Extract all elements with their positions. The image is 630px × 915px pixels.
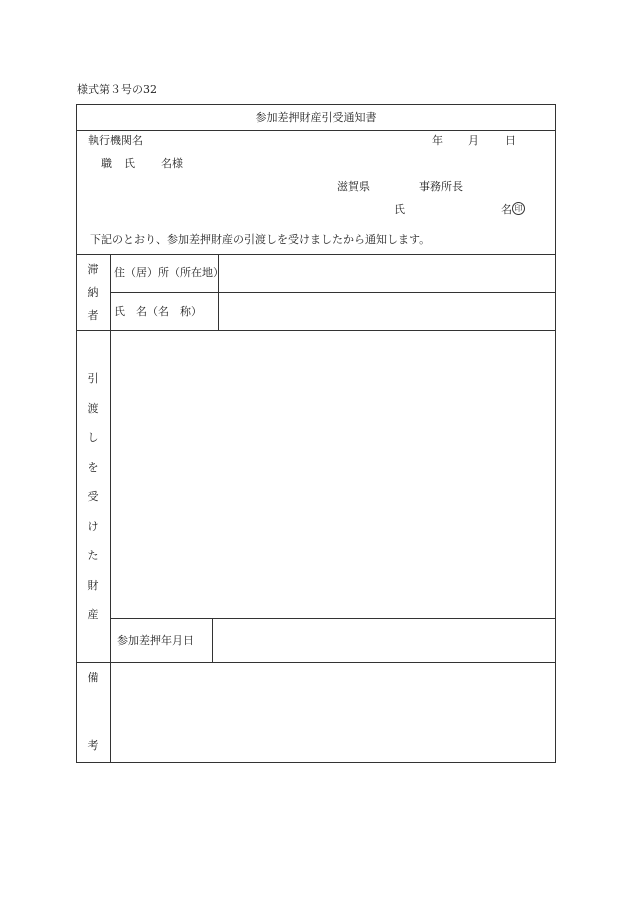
name-label: 氏 名（名 称）	[114, 305, 202, 318]
date-year-label: 年	[432, 134, 443, 147]
remarks-content-area	[116, 672, 550, 754]
header-section-border	[76, 254, 556, 255]
property-date-row-border	[110, 618, 556, 619]
property-section-label-char: を	[87, 461, 99, 474]
delinquent-section-label-char: 納	[87, 286, 99, 299]
property-section-label-char: し	[87, 431, 99, 444]
date-month-label: 月	[468, 134, 479, 147]
address-value	[224, 267, 550, 281]
issuer-name-suffix: 名	[501, 203, 512, 216]
property-section-label-char: 渡	[87, 402, 99, 415]
property-section-label-char: け	[87, 520, 99, 533]
table-top-border	[76, 104, 556, 105]
seal-mark: 印	[512, 202, 525, 215]
title-row-border	[76, 130, 556, 131]
remarks-section-label-char: 備	[87, 671, 99, 684]
delinquent-section-border	[76, 330, 556, 331]
addressee-suffix: 名様	[161, 157, 183, 170]
property-date-value	[218, 635, 548, 649]
property-section-label-char: 財	[87, 579, 99, 592]
delinquent-section-label-char: 者	[87, 309, 99, 322]
form-title: 参加差押財産引受通知書	[255, 111, 377, 124]
label-column-divider	[110, 254, 111, 763]
notice-text: 下記のとおり、参加差押財産の引渡しを受けましたから通知します。	[90, 233, 431, 246]
property-date-value-divider	[212, 618, 213, 663]
name-value	[224, 306, 550, 320]
property-date-label: 参加差押年月日	[117, 634, 194, 647]
table-right-border	[555, 104, 556, 763]
property-section-label-char: た	[87, 549, 99, 562]
addressee-name: 氏	[124, 157, 135, 170]
issuer-prefecture: 滋賀県	[337, 180, 370, 193]
executing-agency-label: 執行機関名	[88, 134, 143, 147]
issuer-name-label: 氏	[394, 203, 405, 216]
table-left-border	[76, 104, 77, 763]
property-section-label-char: 産	[87, 608, 99, 621]
issuer-office: 事務所長	[419, 180, 463, 193]
property-section-border	[76, 662, 556, 663]
table-bottom-border	[76, 762, 556, 763]
delinquent-section-label-char: 滞	[87, 263, 99, 276]
property-section-label-char: 受	[87, 490, 99, 503]
form-number: 様式第３号の32	[77, 83, 157, 96]
remarks-section-label-char: 考	[87, 739, 99, 752]
property-section-label-char: 引	[87, 372, 99, 385]
addressee-title: 職	[101, 157, 112, 170]
date-day-label: 日	[505, 134, 516, 147]
delinquent-row-divider	[110, 292, 556, 293]
address-label: 住（居）所（所在地）	[114, 266, 224, 279]
property-content-area	[116, 340, 550, 610]
